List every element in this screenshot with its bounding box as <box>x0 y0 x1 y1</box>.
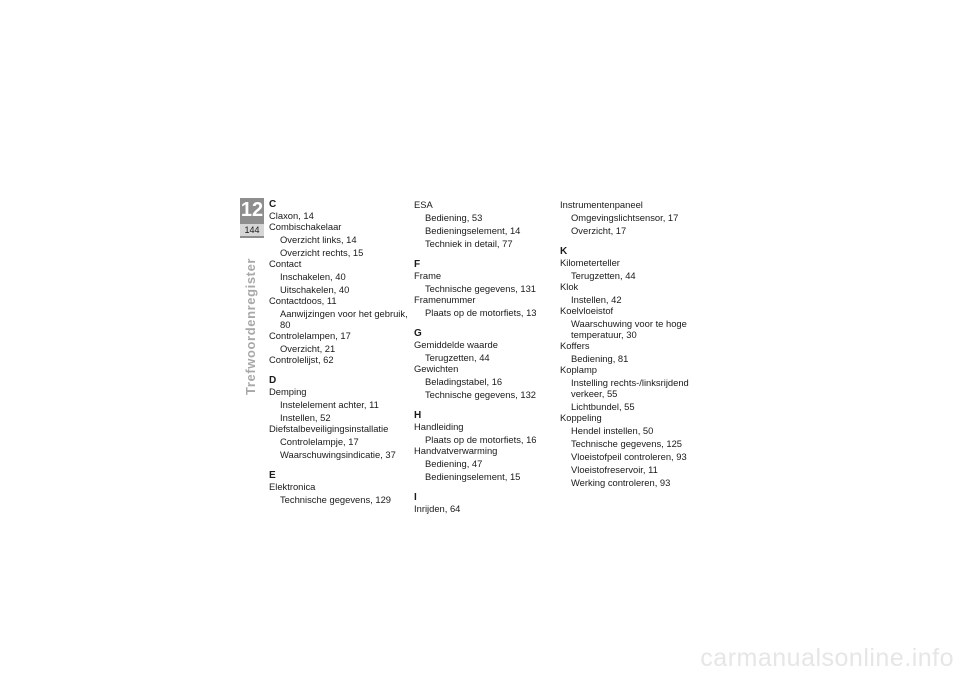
index-entry: Frame <box>414 270 442 281</box>
index-entry: Koppeling <box>560 412 602 423</box>
index-subentry: Lichtbundel, 55 <box>571 401 635 412</box>
index-subentry: Waarschuwingsindicatie, 37 <box>280 449 396 460</box>
index-entry: Controlelijst, 62 <box>269 354 334 365</box>
index-subentry: Controlelampje, 17 <box>280 436 359 447</box>
chapter-tab <box>240 198 264 238</box>
index-entry: Koffers <box>560 340 590 351</box>
index-subentry: Bedieningselement, 15 <box>425 471 521 482</box>
index-entry: Contactdoos, 11 <box>269 295 337 306</box>
index-entry: Gewichten <box>414 363 459 374</box>
index-subentry: Aanwijzingen voor het gebruik, 80 <box>280 308 408 330</box>
watermark: carmanualsonline.info <box>700 644 954 672</box>
index-subentry: Technische gegevens, 125 <box>571 438 683 449</box>
index-subentry: Techniek in detail, 77 <box>425 238 513 249</box>
index-subentry: Instellen, 52 <box>280 412 331 423</box>
section-letter: G <box>414 328 422 339</box>
index-subentry: Technische gegevens, 131 <box>425 283 537 294</box>
index-subentry: Technische gegevens, 129 <box>280 494 392 505</box>
index-entry: Kilometerteller <box>560 257 620 268</box>
section-letter: I <box>414 492 417 503</box>
index-subentry: Terugzetten, 44 <box>571 270 636 281</box>
index-entry: Gemiddelde waarde <box>414 339 498 350</box>
index-subentry: Omgevingslichtsensor, 17 <box>571 212 679 223</box>
index-subentry: Bediening, 53 <box>425 212 483 223</box>
index-entry: Instrumentenpaneel <box>560 199 643 210</box>
index-entry: Controlelampen, 17 <box>269 330 351 341</box>
section-letter: C <box>269 199 277 210</box>
index-subentry: Bediening, 81 <box>571 353 629 364</box>
index-subentry: Overzicht rechts, 15 <box>280 247 364 258</box>
index-column <box>560 199 700 488</box>
index-subentry: Uitschakelen, 40 <box>280 284 350 295</box>
page-number: 144 <box>240 224 264 236</box>
section-letter: K <box>560 246 568 257</box>
index-subentry: Plaats op de motorfiets, 13 <box>425 307 537 318</box>
side-title: Trefwoordenregister <box>243 257 258 395</box>
index-subentry: Vloeistofpeil controleren, 93 <box>571 451 687 462</box>
index-subentry: Vloeistofreservoir, 11 <box>571 464 658 475</box>
index-subentry: Technische gegevens, 132 <box>425 389 537 400</box>
index-subentry: Overzicht, 21 <box>280 343 336 354</box>
index-subentry: Werking controleren, 93 <box>571 477 671 488</box>
index-entry: ESA <box>414 199 433 210</box>
section-letter: D <box>269 375 277 386</box>
index-entry: Elektronica <box>269 481 316 492</box>
index-subentry: Hendel instellen, 50 <box>571 425 654 436</box>
index-subentry: Terugzetten, 44 <box>425 352 490 363</box>
section-letter: F <box>414 259 421 270</box>
index-entry: Diefstalbeveiligingsinstallatie <box>269 423 389 434</box>
index-entry: Handleiding <box>414 421 464 432</box>
index-subentry: Overzicht links, 14 <box>280 234 357 245</box>
index-subentry: Overzicht, 17 <box>571 225 627 236</box>
index-entry: Contact <box>269 258 302 269</box>
index-subentry: Bediening, 47 <box>425 458 483 469</box>
index-subentry: Instelling rechts-/linksrijdend verkeer, 55 <box>571 377 689 399</box>
index-subentry: Inschakelen, 40 <box>280 271 346 282</box>
index-entry: Inrijden, 64 <box>414 503 461 514</box>
index-subentry: Instellen, 42 <box>571 294 622 305</box>
section-letter: H <box>414 410 422 421</box>
index-entry: Framenummer <box>414 294 476 305</box>
index-entry: Demping <box>269 386 307 397</box>
index-entry: Combischakelaar <box>269 221 342 232</box>
index-column <box>269 199 409 505</box>
index-entry: Koplamp <box>560 364 598 375</box>
chapter-number: 12 <box>240 199 264 221</box>
index-column <box>414 199 554 514</box>
index-entry: Handvatverwarming <box>414 445 498 456</box>
section-letter: E <box>269 470 276 481</box>
index-subentry: Beladingstabel, 16 <box>425 376 503 387</box>
index-entry: Koelvloeistof <box>560 305 614 316</box>
index-entry: Claxon, 14 <box>269 210 314 221</box>
index-entry: Klok <box>560 281 579 292</box>
index-subentry: Instelelement achter, 11 <box>280 399 379 410</box>
index-subentry: Plaats op de motorfiets, 16 <box>425 434 537 445</box>
index-subentry: Bedieningselement, 14 <box>425 225 521 236</box>
index-subentry: Waarschuwing voor te hoge temperatuur, 30 <box>571 318 687 340</box>
